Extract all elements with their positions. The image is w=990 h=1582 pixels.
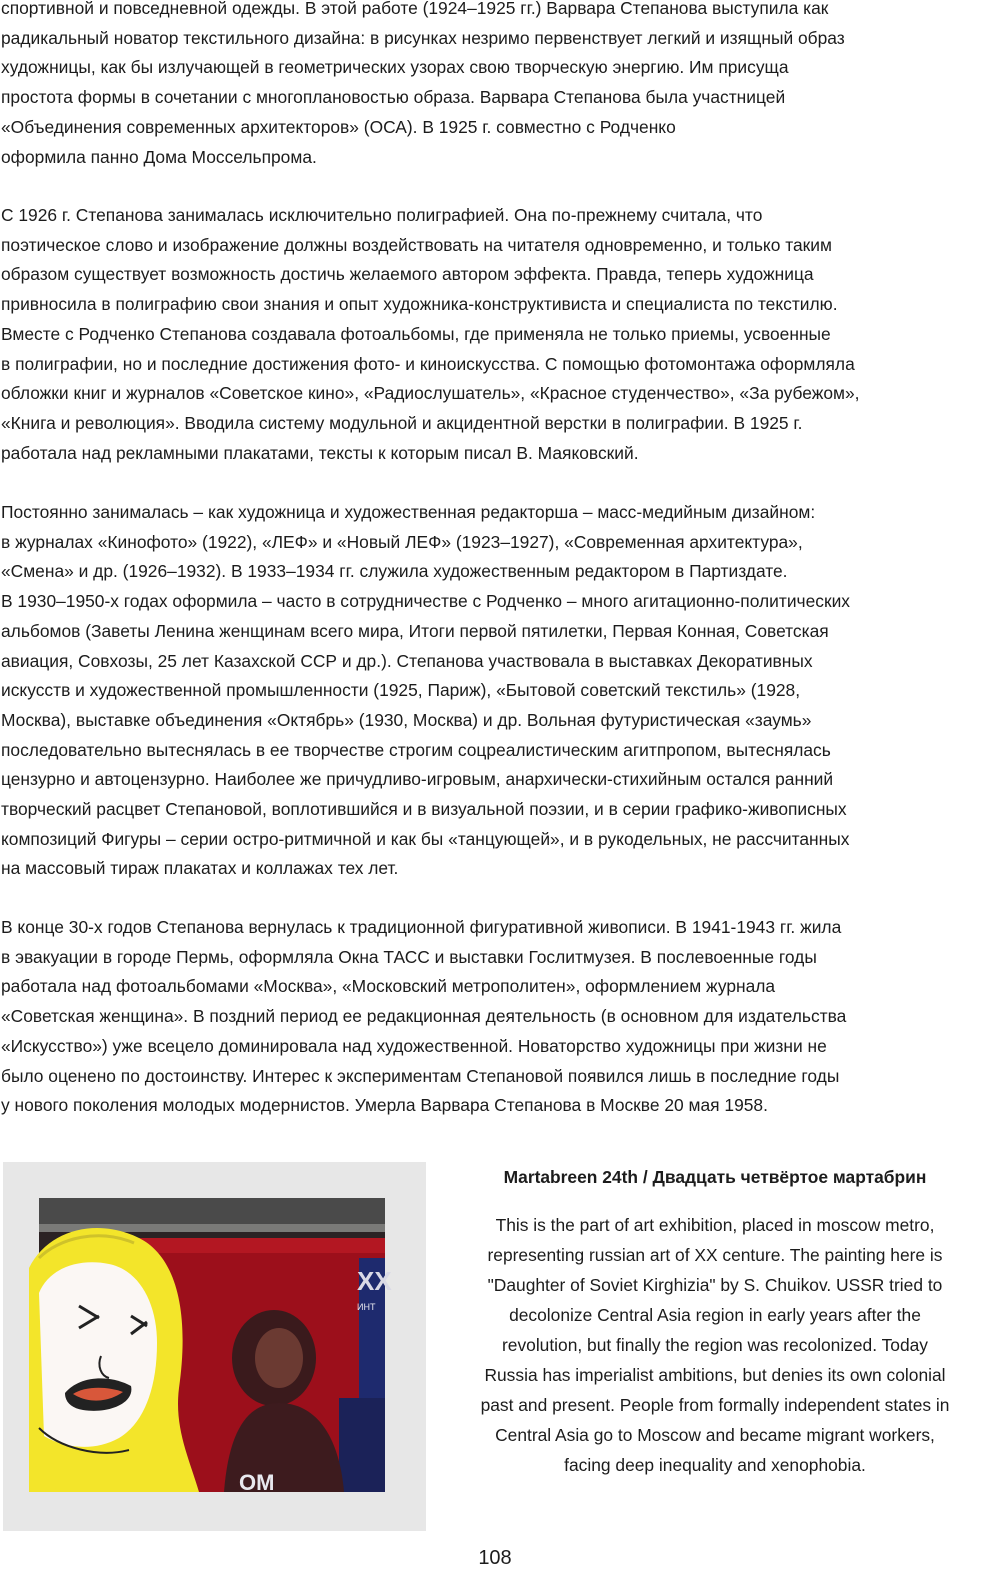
text-line: «Искусство») уже всецело доминировала над художественной. Новаторство художницы при жизни не bbox=[1, 1035, 827, 1056]
text-line: в полиграфии, но и последние достижения фото- и киноискусства. С помощью фотомонтажа оформляла bbox=[1, 353, 855, 374]
text-line: Вместе с Родченко Степанова создавала фотоальбомы, где применяла не только приемы, усвоенные bbox=[1, 323, 831, 344]
caption-line: This is the part of art exhibition, placed in moscow metro, bbox=[495, 1214, 935, 1235]
caption-line: revolution, but finally the region was recolonized. Today bbox=[501, 1334, 928, 1355]
page-number: 108 bbox=[478, 1547, 512, 1569]
caption-line: decolonize Central Asia region in early years after the bbox=[509, 1304, 921, 1325]
text-line: простота формы в сочетании с многоплановостью образа. Варвара Степанова была участницей bbox=[1, 87, 786, 108]
caption-line: representing russian art of XX centure. The painting here is bbox=[487, 1244, 943, 1265]
text-line: радикальный новатор текстильного дизайна: в рисунках незримо первенствует легкий и изящный образ bbox=[1, 27, 845, 48]
text-line: В конце 30-х годов Степанова вернулась к традиционной фигуративной живописи. В 1941-1943 гг. жила bbox=[1, 917, 842, 937]
paragraph-polygraphy bbox=[1, 201, 989, 468]
caption-line: facing deep inequality and xenophobia. bbox=[564, 1454, 866, 1475]
text-line: образом существует возможность достичь желаемого автором эффекта. Правда, теперь художница bbox=[1, 264, 814, 285]
photo-illustration bbox=[39, 1198, 392, 1495]
paragraph-textile-design bbox=[1, 0, 989, 172]
text-line: последовательно вытеснялась в ее творчестве строгим соцреалистическим агитпропом, вытеснялась bbox=[1, 739, 831, 760]
text-line: обложки книг и журналов «Советское кино», «Радиослушатель», «Красное студенчество», «За рубежом», bbox=[1, 383, 860, 404]
text-line: работала над рекламными плакатами, тексты к которым писал В. Маяковский. bbox=[1, 442, 639, 463]
text-line: творческий расцвет Степановой, воплотившийся и в визуальной поэзии, и в серии графико-живописных bbox=[1, 799, 847, 820]
poster-text-bottom: ОМ bbox=[239, 1470, 275, 1495]
text-line: композиций Фигуры – серии остро-ритмичной и как бы «танцующей», и в рукодельных, не рассчитанных bbox=[1, 828, 850, 849]
exhibition-photo bbox=[39, 1198, 392, 1495]
text-line: «Объединения современных архитекторов» (ОСА). В 1925 г. совместно с Родченко bbox=[1, 116, 676, 137]
text-line: «Смена» и др. (1926–1932). В 1933–1934 гг. служила художественным редактором в Партиздате. bbox=[1, 561, 788, 582]
photo-caption bbox=[444, 1163, 986, 1480]
poster-text-top: XX bbox=[357, 1266, 392, 1296]
text-line: оформила панно Дома Моссельпрома. bbox=[1, 146, 317, 167]
text-line: альбомов (Заветы Ленина женщинам всего мира, Итоги первой пятилетки, Первая Конная, Советская bbox=[1, 620, 829, 641]
text-line: В 1930–1950-х годах оформила – часто в сотрудничестве с Родченко – много агитационно-политических bbox=[1, 591, 850, 612]
text-line: искусств и художественной промышленности (1925, Париж), «Бытовой советский текстиль» (1928, bbox=[1, 680, 801, 701]
text-line: художницы, как бы излучающей в геометрических узорах свою творческую энергию. Им присуща bbox=[1, 57, 789, 78]
text-line: было оценено по достоинству. Интерес к экспериментам Степановой появился лишь в последние годы bbox=[1, 1065, 840, 1086]
caption-line: Central Asia go to Moscow and became migrant workers, bbox=[495, 1424, 935, 1445]
text-line: работала над фотоальбомами «Москва», «Московский метрополитен», оформлением журнала bbox=[1, 976, 776, 997]
text-line: поэтическое слово и изображение должны воздействовать на читателя одновременно, и только таким bbox=[1, 234, 832, 255]
poster-text-small: ИНТ bbox=[357, 1302, 376, 1312]
text-line: Постоянно занималась – как художница и художественная редакторша – масс-медийным дизайном: bbox=[1, 502, 816, 522]
caption-line: Russia has imperialist ambitions, but denies its own colonial bbox=[484, 1364, 946, 1385]
text-line: в журналах «Кинофото» (1922), «ЛЕФ» и «Новый ЛЕФ» (1923–1927), «Современная архитектура», bbox=[1, 531, 803, 552]
text-line: на массовый тираж плакатах и коллажах тех лет. bbox=[1, 858, 399, 879]
text-line: авиация, Совхозы, 25 лет Казахской ССР и др.). Степанова участвовала в выставках Декоративных bbox=[1, 650, 813, 671]
caption-line: past and present. People from formally independent states in bbox=[480, 1394, 950, 1415]
text-line: в эвакуации в городе Пермь, оформляла Окна ТАСС и выставки Гослитмузея. В послевоенные годы bbox=[1, 946, 817, 967]
text-line: цензурно и автоцензурно. Наиболее же причудливо-игровым, анархически-стихийным остался ранний bbox=[1, 769, 834, 790]
photo-frame bbox=[3, 1162, 426, 1531]
text-line: спортивной и повседневной одежды. В этой работе (1924–1925 гг.) Варвара Степанова выступила как bbox=[1, 0, 829, 18]
text-line: у нового поколения молодых модернистов. Умерла Варвара Степанова в Москве 20 мая 1958. bbox=[1, 1095, 768, 1116]
caption-line: "Daughter of Soviet Kirghizia" by S. Chuikov. USSR tried to bbox=[487, 1274, 943, 1295]
text-line: «Книга и революция». Вводила систему модульной и акцидентной верстки в полиграфии. В 1925 г. bbox=[1, 412, 803, 433]
paragraph-mass-media-design bbox=[1, 498, 989, 884]
text-line: С 1926 г. Степанова занималась исключительно полиграфией. Она по-прежнему считала, что bbox=[1, 205, 763, 225]
caption-body bbox=[444, 1210, 986, 1480]
paragraph-late-period bbox=[1, 913, 989, 1121]
text-line: привносила в полиграфию свои знания и опыт художника-конструктивиста и специалиста по текстилю. bbox=[1, 294, 838, 315]
text-line: Москва), выставке объединения «Октябрь» (1930, Москва) и др. Вольная футуристическая «заумь» bbox=[1, 709, 812, 730]
caption-title: Martabreen 24th / Двадцать четвёртое мартабрин bbox=[503, 1167, 927, 1187]
text-line: «Советская женщина». В поздний период ее редакционная деятельность (в основном для издательства bbox=[1, 1006, 847, 1027]
